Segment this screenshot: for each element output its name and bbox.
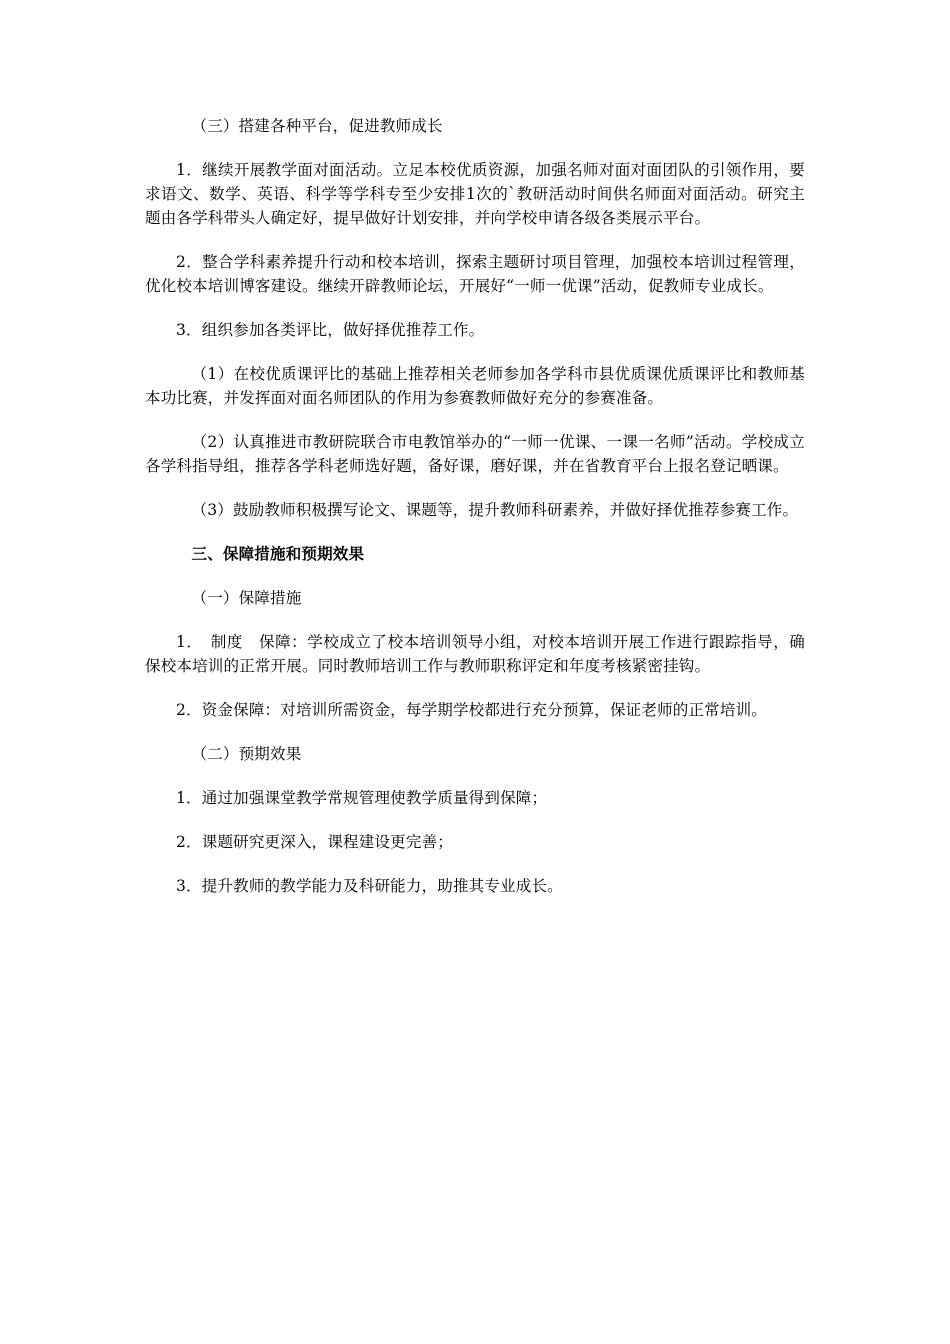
paragraph-subitem-2: （2）认真推进市教研院联合市电教馆举办的“一师一优课、一课一名师”活动。学校成立各学科指导组，推荐各学科老师选好题，备好课，磨好课，并在省教育平台上报名登记晒课。 <box>145 433 805 475</box>
effect-item-2: 2．课题研究更深入，课程建设更完善； <box>176 833 453 851</box>
section-heading-3: 三、保障措施和预期效果 <box>191 544 365 563</box>
document-body <box>145 114 805 918</box>
subsection-heading-1: （一）保障措施 <box>191 589 302 607</box>
guarantee-item-1: 1． 制度 保障：学校成立了校本培训领导小组，对校本培训开展工作进行跟踪指导，确保校本培训的正常开展。同时教师培训工作与教师职称评定和年度考核紧密挂钩。 <box>145 633 805 675</box>
effect-item-1: 1．通过加强课堂教学常规管理使教学质量得到保障； <box>176 789 548 807</box>
paragraph-subitem-1: （1）在校优质课评比的基础上推荐相关老师参加各学科市县优质课优质课评比和教师基本功比赛，并发挥面对面名师团队的作用为参赛教师做好充分的参赛准备。 <box>145 365 805 407</box>
paragraph-item-3: 3．组织参加各类评比，做好择优推荐工作。 <box>176 321 485 339</box>
paragraph-item-2: 2．整合学科素养提升行动和校本培训，探索主题研讨项目管理，加强校本培训过程管理，优化校本培训博客建设。继续开辟教师论坛，开展好“一师一优课”活动，促教师专业成长。 <box>145 253 805 295</box>
subsection-heading-2: （二）预期效果 <box>191 745 302 763</box>
guarantee-item-2: 2．资金保障：对培训所需资金，每学期学校都进行充分预算，保证老师的正常培训。 <box>176 701 767 719</box>
effect-item-3: 3．提升教师的教学能力及科研能力，助推其专业成长。 <box>176 877 563 895</box>
paragraph-subitem-3: （3）鼓励教师积极撰写论文、课题等，提升教师科研素养，并做好择优推荐参赛工作。 <box>191 501 799 519</box>
paragraph-item-1: 1．继续开展教学面对面活动。立足本校优质资源，加强名师对面对面团队的引领作用，要求语文、数学、英语、科学等学科专至少安排1次的`教研活动时间供名师面对面活动。研究主题由各学科带头人确定好，提早做好计划安排，并向学校申请各级各类展示平台。 <box>145 161 805 227</box>
subsection-heading-3: （三）搭建各种平台，促进教师成长 <box>191 117 443 135</box>
